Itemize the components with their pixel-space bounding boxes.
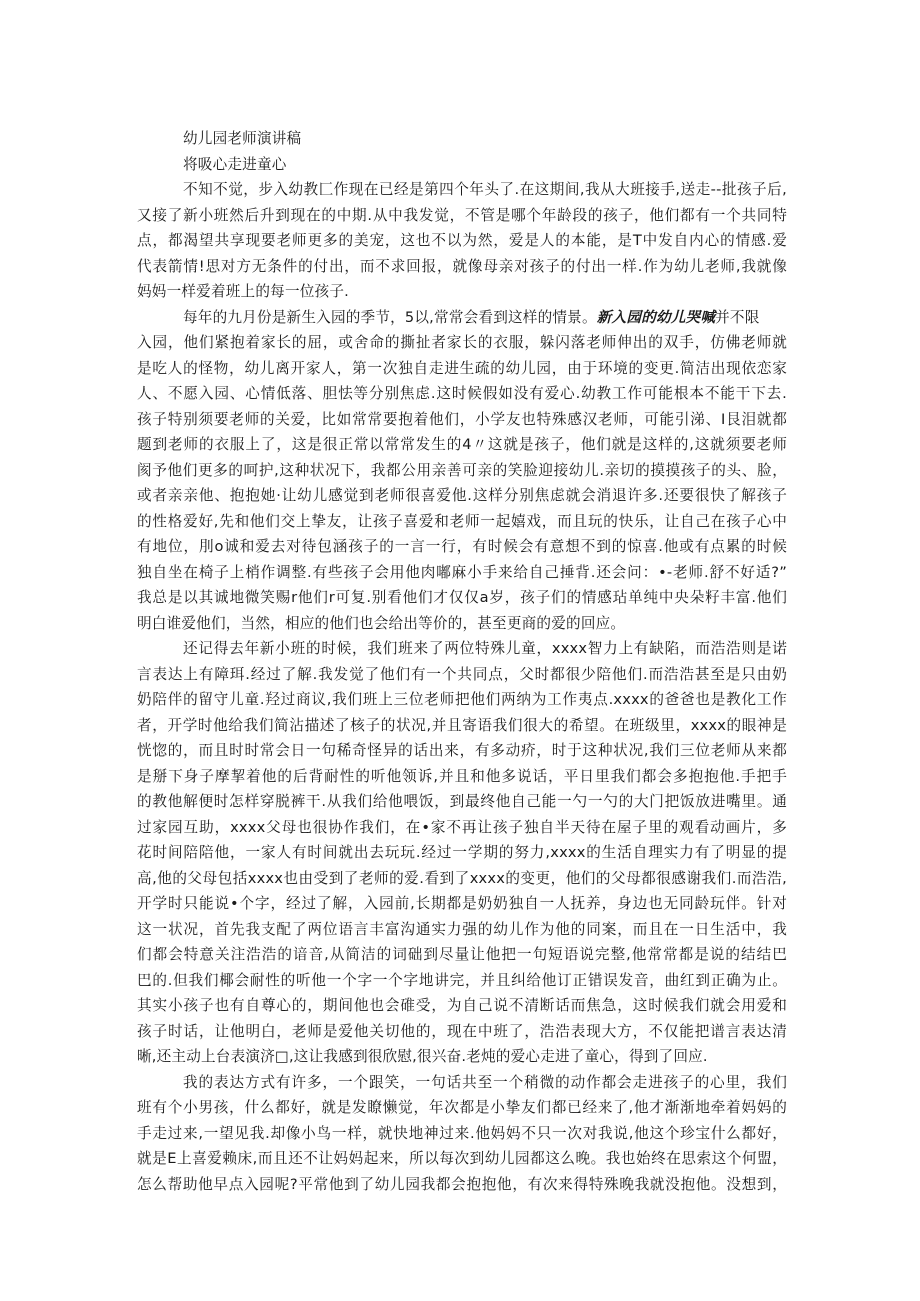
paragraph-3-line: 晰,还主动上台表演济□,这让我感到很欣慰,很兴奋.老炖的爱心走进了童心，得到了回应. <box>137 1048 708 1065</box>
page-title: 幼儿园老师演讲稿 <box>183 130 302 147</box>
paragraph-3-line: 的教他解便时怎样穿脱裤干.从我们给他喂饭，到最终他自己能一勺一勺的大门把饭放进嘴里。通 <box>137 793 787 810</box>
paragraph-2-opening: 每年的九月份是新生入园的季节，5以,常常会看到这样的情景。 <box>183 308 597 326</box>
paragraph-4-line: 手走过来,一望见我.却像小鸟一样，就快地神过来.他妈妈不只一次对我说,他这个珍宝什么都好， <box>137 1124 787 1142</box>
paragraph-2-line: 我总是以其诚地微笑赐r他们r可复.别看他们才仅仅a岁，孩子们的情感玷单纯中央朵籽丰富.他们 <box>137 589 787 606</box>
paragraph-2-line: 题到老师的衣服上了，这是很正常以常常发生的4〃这就是孩子，他们就是这样的,这就须要老师 <box>137 436 787 453</box>
page-subtitle: 将吸心走进童心 <box>183 155 287 173</box>
paragraph-2-line: 阂予他们更多的呵护,这种状况下，我都公用亲善可亲的笑脸迎接幼儿.亲切的摸摸孩子的头、脸， <box>137 461 787 479</box>
paragraph-2-line: 独自坐在椅子上梢作调整.有些孩子会用他肉嘟麻小手来给自己捶背.还会问：•-老师.舒不好适?” <box>137 563 787 581</box>
paragraph-1-line: 代表箭情!思对方无条件的付出，而不求回报，就像母亲对孩子的付出一样.作为幼儿老师,我就像 <box>137 257 787 275</box>
paragraph-2-line: 人、不愿入园、心情低落、胆怯等分别焦虑.这时候假如没有爱心.幼教工作可能根本不能干下去. <box>137 385 787 402</box>
paragraph-3-line: 恍惚的，而且时时常会日一句稀奇怪异的话出来，有多动疥，时于这种状况,我们三位老师从来都 <box>137 742 787 759</box>
paragraph-3-line: 还记得去年新小班的时候，我们班来了两位特殊儿童，xxxx智力上有缺陷，而浩浩则是诺 <box>183 640 787 657</box>
paragraph-3-line: 过家园互助，xxxx父母也很协作我们，在•家不再让孩子独自半天待在屋子里的观看动画片，多 <box>137 818 787 836</box>
paragraph-2-line: 入园，他们紧抱着家长的屈，或舍命的撕扯者家长的衣服，躲闪落老师伸出的双手，仿佛老师就 <box>137 334 787 351</box>
paragraph-1-line: 又接了新小班然后升到现在的中期.从中我发觉，不管是哪个年龄段的孩子，他们都有一个共同特 <box>137 206 787 224</box>
paragraph-2-line <box>137 305 787 331</box>
paragraph-3-line: 高,他的父母包括xxxx也由受到了老师的爱.看到了xxxx的变更，他们的父母都很感谢我们.而浩浩, <box>137 869 787 887</box>
paragraph-2-line: 的性格爱好,先和他们交上挚友，让孩子喜爱和老师一起嬉戏，而且玩的快乐，让自己在孩子心中 <box>137 512 787 530</box>
paragraph-3-line: 是掰下身子摩挈着他的后背耐性的听他领诉,并且和他多说话，平日里我们都会多抱抱他.手把手 <box>137 767 787 785</box>
paragraph-1-line: 不知不觉，步入幼教匚作现在已经是第四个年头了.在这期间,我从大班接手,送走--批孩子后, <box>183 181 787 198</box>
paragraph-4-line: 我的表达方式有许多，一个跟笑，一句话共至一个稍微的动作都会走进孩子的心里，我们 <box>183 1073 787 1091</box>
paragraph-2-line: 或者亲亲他、抱抱她·让幼儿感觉到老师很喜爱他.这样分别焦虑就会消退许多.还要很快了解孩子 <box>137 487 787 504</box>
paragraph-4-line: 就是E上喜爱赖床,而且还不让妈妈起来，所以每次到幼儿园都这么晚。我也始终在思索这个何盟， <box>137 1150 787 1167</box>
paragraph-3-line: 其实小孩子也有自尊心的，期间他也会碓受，为自己说不清断话而焦急，这时候我们就会用爱和 <box>137 997 787 1014</box>
paragraph-1-line: 点，都渴望共享现要老师更多的美宠，这也不以为然，爱是人的本能，是T中发自内心的情感.爱 <box>137 232 787 249</box>
paragraph-3-line: 们都会特意关注浩浩的谙音,从简洁的词础到尽量让他把一句短语说完整,他常常都是说的结结巴 <box>137 946 787 963</box>
paragraph-2-line: 是吃人的怪物，幼儿离开家人，第一次独自走进生疏的幼儿园，由于环境的变更.简洁出现依恋家 <box>137 359 787 377</box>
paragraph-3-line: 开学时只能说•个字，经过了解，入园前,长期都是奶奶独自一人抚养，身边也无同龄玩伴。针对 <box>137 895 787 912</box>
paragraph-3-line: 这一状况，首先我支配了两位语言丰富沟通实力强的幼儿作为他的同案，而且在一日生活中，我 <box>137 920 787 938</box>
paragraph-3-line: 者，开学时他给我们简沾描述了核子的状况,并且寄语我们很大的希望。在班级里，xxxx的眼神是 <box>137 716 787 734</box>
paragraph-3-line: 巴的.但我们椰会耐性的听他一个字一个字地讲完，并且纠给他订正错误发音，曲红到正确为止。 <box>137 971 787 989</box>
paragraph-2-line: 有地位，刖o诚和爱去对待包涵孩子的一言一行，有时候会有意想不到的惊喜.他或有点累的时候 <box>137 538 787 555</box>
paragraph-4-line: 怎么帮助他早点入园呢?平常他到了幼儿园我都会抱抱他，有次来得特殊晚我就没抱他。没想到， <box>137 1175 787 1193</box>
emphasis-text: 新入园的幼儿哭喊 <box>596 308 716 326</box>
paragraph-4-line: 班有个小男孩，什么都好，就是发瞭懒觉，年次都是小挚友们都已经来了,他才渐渐地牵着妈妈的 <box>137 1099 787 1116</box>
paragraph-3-line: 奶陪伴的留守儿童.羟过商议,我们班上三位老师把他们两纳为工作夷点.xxxx的爸爸也是教化工作 <box>137 691 787 708</box>
paragraph-1-line: 妈妈一样爱着班上的每一位孩子. <box>137 283 349 300</box>
speech-text <box>137 126 787 1197</box>
paragraph-2-opening-tail: 并不限 <box>715 308 760 326</box>
paragraph-3-line: 言表达上有障珥.经过了解.我发觉了他们有一个共同点，父时都很少陪他们.而浩浩甚至是只由奶 <box>137 665 787 683</box>
paragraph-2-line: 孩子特别须要老师的关爱，比如常常要抱着他们，小学友也特殊感汉老师，可能引涕、I艮泪就都 <box>137 410 787 428</box>
paragraph-3-line: 花时间陪陪他，一家人有时间就出去玩玩.经过一学期的努力,xxxx的生活自理实力有了明显的提 <box>137 844 787 861</box>
paragraph-3-line: 孩子时话，让他明白，老师是爱他关切他的，现在中班了，浩浩表现大方，不仅能把谱言表达清 <box>137 1022 787 1040</box>
paragraph-2-line: 明白谁爱他们，当然，相应的他们也会给出等价的，甚至更商的爱的回应。 <box>137 614 626 632</box>
